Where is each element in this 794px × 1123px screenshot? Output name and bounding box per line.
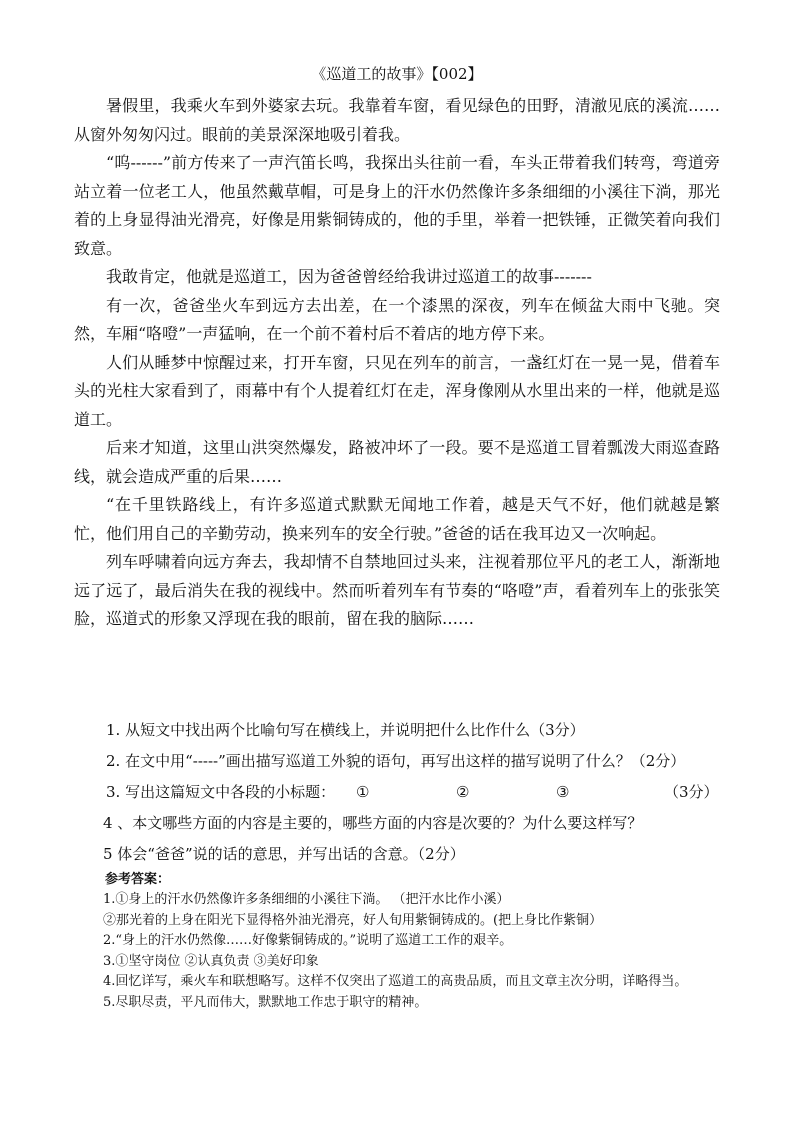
answer-line: 2.“身上的汗水仍然像……好像紫铜铸成的。”说明了巡道工工作的艰辛。: [103, 933, 513, 948]
answer-heading: 参考答案：: [105, 872, 171, 887]
story-paragraph: 暑假里，我乘火车到外婆家去玩。我靠着车窗，看见绿色的田野，清澈见底的溪流……从窗外匆匆闪过。眼前的美景深深地吸引着我。: [74, 96, 720, 144]
answer-line: 3.①坚守岗位 ②认真负责 ③美好印象: [103, 953, 319, 969]
question-3: [106, 777, 726, 808]
story-paragraph: “在千里铁路线上，有许多巡道式默默无闻地工作着，越是天气不好，他们就越是繁忙，他们用自己的辛勤劳动，换来列车的安全行驶。”爸爸的话在我耳边又一次响起。: [74, 495, 720, 543]
story-paragraph: “呜------”前方传来了一声汽笛长鸣，我探出头往前一看，车头正带着我们转弯，弯道旁站立着一位老工人，他虽然戴草帽，可是身上的汗水仍然像许多条细细的小溪往下淌，那光着的上身显得油光滑亮，好像是用紫铜铸成的，他的手里，举着一把铁锤，正微笑着向我们致意。: [74, 153, 720, 258]
question-5: 5 体会“爸爸”说的话的意思，并写出话的含意。（2分）: [103, 845, 465, 863]
story-text: [74, 92, 720, 634]
document-title: 《巡道工的故事》【002】: [311, 65, 483, 83]
answer-key: [103, 870, 733, 1013]
answer-line: 1.①身上的汗水仍然像许多条细细的小溪往下淌。 （把汗水比作小溪）: [103, 892, 510, 907]
story-paragraph: 列车呼啸着向远方奔去，我却情不自禁地回过头来，注视着那位平凡的老工人，渐渐地远了远了，最后消失在我的视线中。然而听着列车有节奏的“咯噔”声，看着列车上的张张笑脸，巡道式的形象又浮现在我的眼前，留在我的脑际……: [74, 552, 720, 628]
blank-marker-3: ③: [556, 783, 570, 801]
answer-line: ②那光着的上身在阳光下显得格外油光滑亮，好人旬用紫铜铸成的。(把上身比作紫铜）: [103, 912, 603, 928]
story-paragraph: 我敢肯定，他就是巡道工，因为爸爸曾经给我讲过巡道工的故事-------: [106, 267, 592, 286]
story-paragraph: 后来才知道，这里山洪突然爆发，路被冲坏了一段。要不是巡道工冒着瓢泼大雨巡查路线，就会造成严重的后果……: [74, 438, 720, 486]
question-list: [103, 715, 726, 870]
blank-marker-1: ①: [356, 783, 370, 801]
question-2: 2. 在文中用“-----”画出描写巡道工外貌的语句，再写出这样的描写说明了什么？（2分）: [106, 752, 686, 770]
question-3-score: （3分）: [664, 783, 719, 801]
blank-marker-2: ②: [456, 783, 470, 801]
question-4: 4 、本文哪些方面的内容是主要的，哪些方面的内容是次要的？为什么要这样写？: [103, 814, 643, 832]
question-3-text: 3. 写出这篇短文中各段的小标题：: [106, 783, 336, 801]
question-1: 1. 从短文中找出两个比喻句写在横线上，并说明把什么比作什么（3分）: [106, 721, 585, 739]
story-paragraph: 有一次，爸爸坐火车到远方去出差，在一个漆黑的深夜，列车在倾盆大雨中飞驰。突然，车厢“咯噔”一声猛响，在一个前不着村后不着店的地方停下来。: [74, 295, 720, 343]
story-paragraph: 人们从睡梦中惊醒过来，打开车窗，只见在列车的前言，一盏红灯在一晃一晃，借着车头的光柱大家看到了，雨幕中有个人提着红灯在走，浑身像刚从水里出来的一样，他就是巡道工。: [74, 352, 720, 429]
answer-line: 5.尽职尽责，平凡而伟大，默默地工作忠于职守的精神。: [103, 994, 428, 1010]
answer-line: 4.回忆详写，乘火车和联想略写。这样不仅突出了巡道工的高贵品质，而且文章主次分明，详略得当。: [103, 974, 688, 989]
